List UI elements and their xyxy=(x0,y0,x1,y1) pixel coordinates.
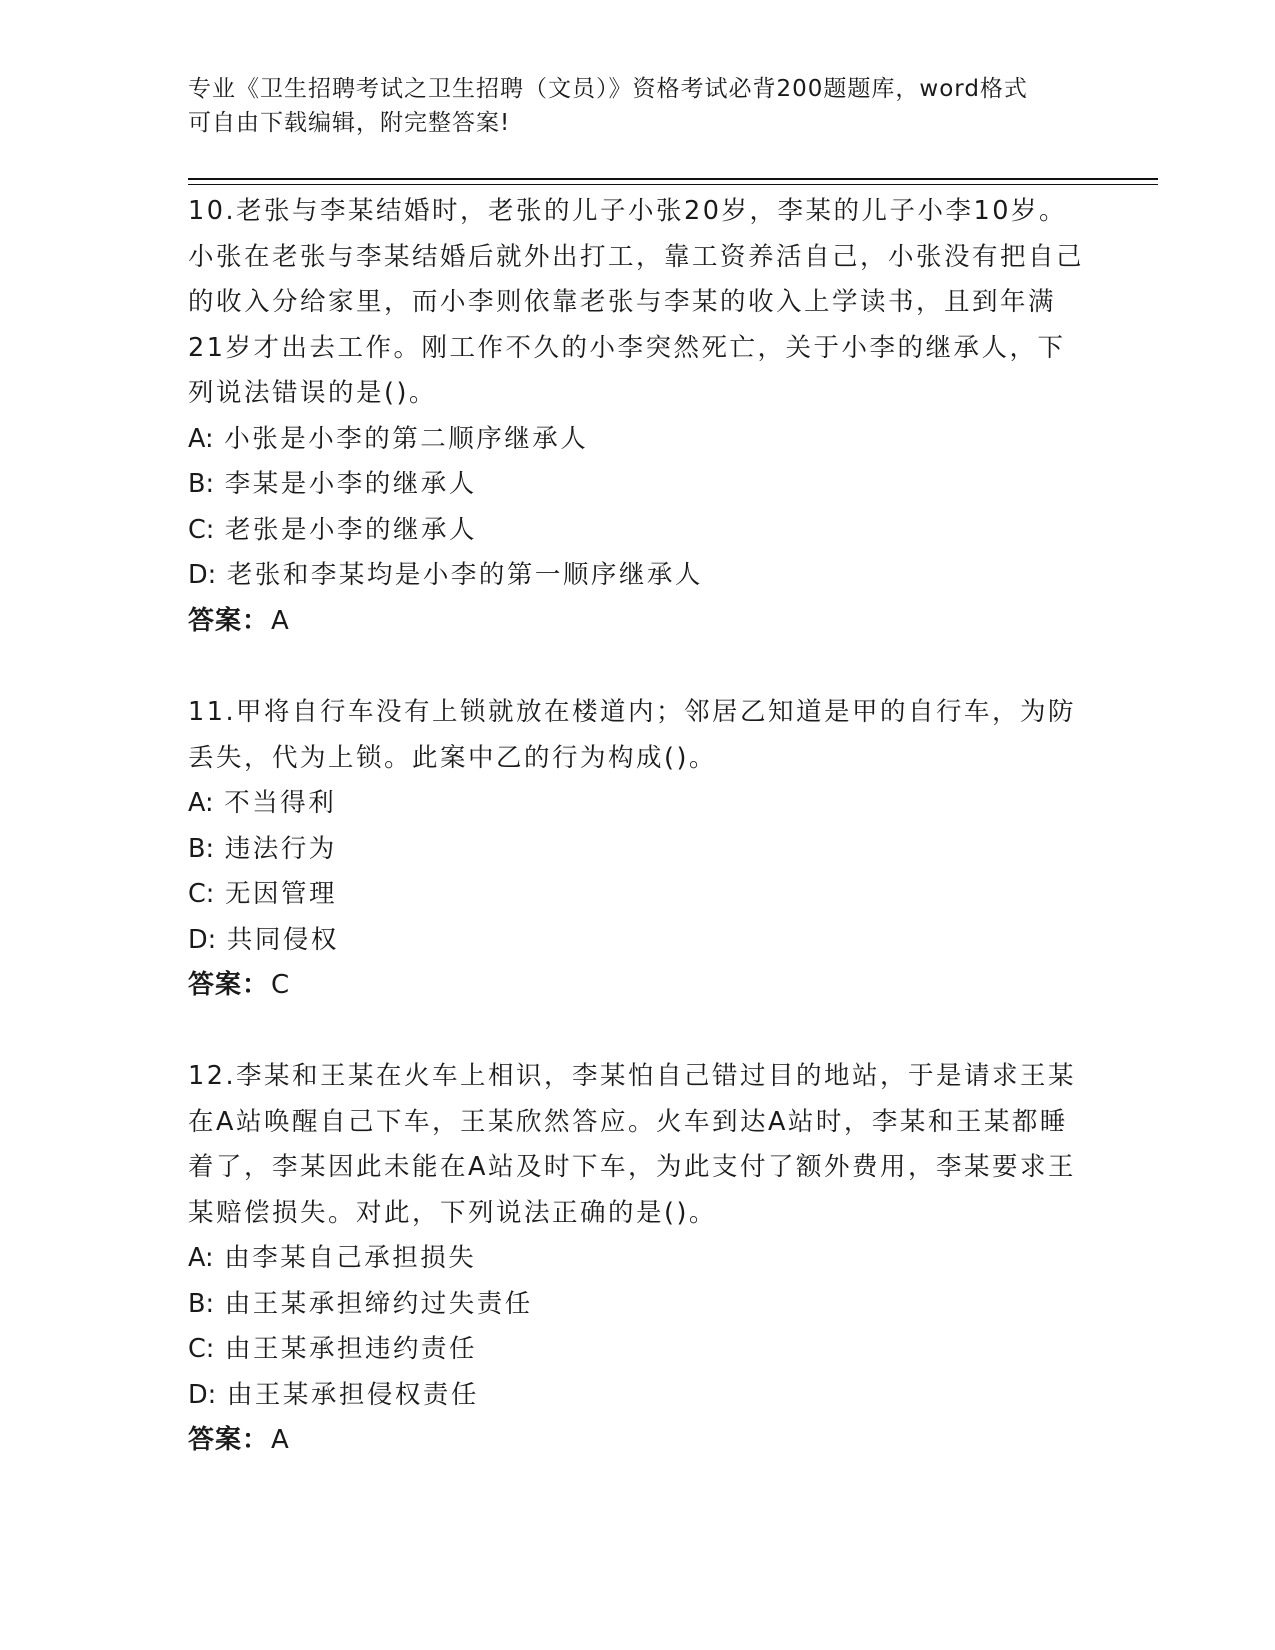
option-d xyxy=(188,553,1088,599)
answer-label: 答案： xyxy=(188,1425,270,1455)
option-b xyxy=(188,462,1088,508)
answer-line xyxy=(188,963,1088,1009)
answer-value: C xyxy=(271,970,291,1000)
option-text: 老张是小李的继承人 xyxy=(225,514,478,545)
option-text: 李某是小李的继承人 xyxy=(224,469,477,499)
option-text: 无因管理 xyxy=(225,879,338,909)
header-line-2: 可自由下载编辑，附完整答案! xyxy=(188,110,511,136)
question-12 xyxy=(188,1054,1088,1464)
answer-value: A xyxy=(271,605,290,636)
option-a xyxy=(188,1236,1088,1282)
option-letter: A: xyxy=(188,423,214,454)
header-rule-thick xyxy=(188,178,1158,180)
option-c xyxy=(188,508,1088,554)
option-text: 小张是小李的第二顺序继承人 xyxy=(224,423,589,454)
option-letter: D: xyxy=(188,924,217,955)
option-c xyxy=(188,1327,1088,1373)
option-a xyxy=(188,417,1088,463)
answer-label: 答案： xyxy=(188,970,270,1000)
option-d xyxy=(188,1373,1088,1419)
question-10 xyxy=(188,189,1088,644)
question-11 xyxy=(188,690,1088,1009)
option-letter: A: xyxy=(188,788,214,818)
option-text: 不当得利 xyxy=(224,788,337,818)
option-c xyxy=(188,872,1088,918)
option-letter: C: xyxy=(188,514,215,545)
option-b xyxy=(188,827,1088,873)
option-text: 由李某自己承担损失 xyxy=(224,1243,477,1273)
question-stem: 11.甲将自行车没有上锁就放在楼道内；邻居乙知道是甲的自行车，为防丢失，代为上锁。此案中乙的行为构成()。 xyxy=(188,697,1077,773)
option-d xyxy=(188,918,1088,964)
option-text: 由王某承担违约责任 xyxy=(225,1334,478,1364)
option-letter: C: xyxy=(188,879,215,909)
option-b xyxy=(188,1282,1088,1328)
option-letter: C: xyxy=(188,1334,215,1364)
option-text: 由王某承担侵权责任 xyxy=(226,1379,479,1410)
answer-line xyxy=(188,1418,1088,1464)
option-letter: D: xyxy=(188,1379,217,1410)
option-letter: A: xyxy=(188,1243,214,1273)
option-a xyxy=(188,781,1088,827)
answer-label: 答案： xyxy=(188,605,270,636)
option-text: 由王某承担缔约过失责任 xyxy=(224,1288,533,1319)
option-letter: D: xyxy=(188,560,217,590)
option-text: 老张和李某均是小李的第一顺序继承人 xyxy=(226,560,703,590)
answer-value: A xyxy=(271,1425,290,1455)
answer-line xyxy=(188,599,1088,645)
option-text: 共同侵权 xyxy=(226,924,339,955)
question-stem: 12.李某和王某在火车上相识，李某怕自己错过目的地站，于是请求王某在A站唤醒自己下车，王某欣然答应。火车到达A站时，李某和王某都睡着了，李某因此未能在A站及时下车，为此支付了额外费用，李某要求王某赔偿损失。对此，下列说法正确的是()。 xyxy=(188,1061,1077,1228)
question-stem: 10.老张与李某结婚时，老张的儿子小张20岁，李某的儿子小李10岁。小张在老张与李某结婚后就外出打工，靠工资养活自己，小张没有把自己的收入分给家里，而小李则依靠老张与李某的收入上学读书，且到年满21岁才出去工作。刚工作不久的小李突然死亡，关于小李的继承人，下列说法错误的是()。 xyxy=(188,196,1085,408)
document-header xyxy=(188,72,1068,140)
option-letter: B: xyxy=(188,469,215,499)
option-letter: B: xyxy=(188,1288,215,1319)
header-line-1: 专业《卫生招聘考试之卫生招聘（文员）》资格考试必背200题题库，word格式 xyxy=(188,76,1028,102)
header-rule-thin xyxy=(188,184,1158,185)
option-text: 违法行为 xyxy=(224,833,337,864)
option-letter: B: xyxy=(188,833,215,864)
